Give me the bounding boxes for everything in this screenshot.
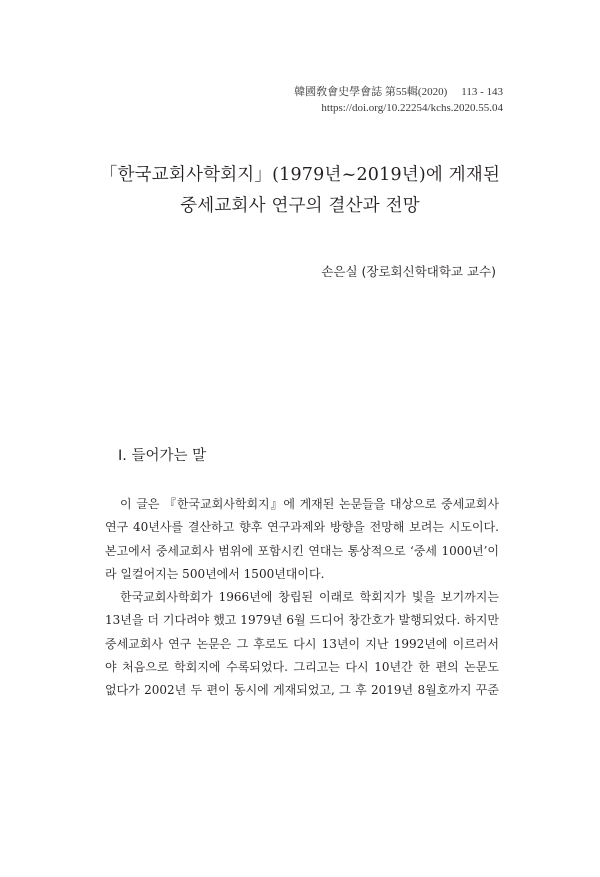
running-header — [294, 84, 503, 116]
body-line-8: 야 처음으로 학회지에 수록되었다. 그리고는 다시 10년간 한 편의 논문도 — [105, 660, 499, 675]
title-line-1: 「한국교회사학회지」(1979년~2019년)에 게재된 — [99, 165, 501, 185]
body-line-3: 본고에서 중세교회사 범위에 포함시킨 연대는 통상적으로 ‘중세 1000년’이 — [105, 543, 499, 558]
body-line-9: 없다가 2002년 두 편이 동시에 게재되었고, 그 후 2019년 8월호까지 꾸준 — [105, 683, 499, 698]
author-affiliation: 손은실 (장로회신학대학교 교수) — [321, 264, 496, 279]
article-title — [0, 160, 600, 222]
journal-info: 韓國敎會史學會誌 第55輯(2020) — [294, 86, 448, 98]
body-line-1: 이 글은 『한국교회사학회지』에 게재된 논문들을 대상으로 중세교회사 — [120, 497, 499, 511]
body-line-6: 13년을 더 기다려야 했고 1979년 6월 드디어 창간호가 발행되었다. 하지만 — [105, 613, 499, 628]
doi-link[interactable]: https://doi.org/10.22254/kchs.2020.55.04 — [321, 102, 503, 114]
body-line-7: 중세교회사 연구 논문은 그 후로도 다시 13년이 지난 1992년에 이르러서 — [105, 636, 499, 651]
body-paragraphs — [105, 493, 499, 703]
page-range: 113 - 143 — [461, 86, 503, 98]
body-line-5: 한국교회사학회가 1966년에 창립된 이래로 학회지가 빛을 보기까지는 — [120, 590, 499, 605]
section-heading: I. 들어가는 말 — [118, 448, 207, 464]
body-line-2: 연구 40년사를 결산하고 향후 연구과제와 방향을 전망해 보려는 시도이다. — [105, 520, 499, 535]
body-line-4: 라 일컬어지는 500년에서 1500년대이다. — [105, 566, 325, 581]
title-line-2: 중세교회사 연구의 결산과 전망 — [180, 196, 420, 216]
